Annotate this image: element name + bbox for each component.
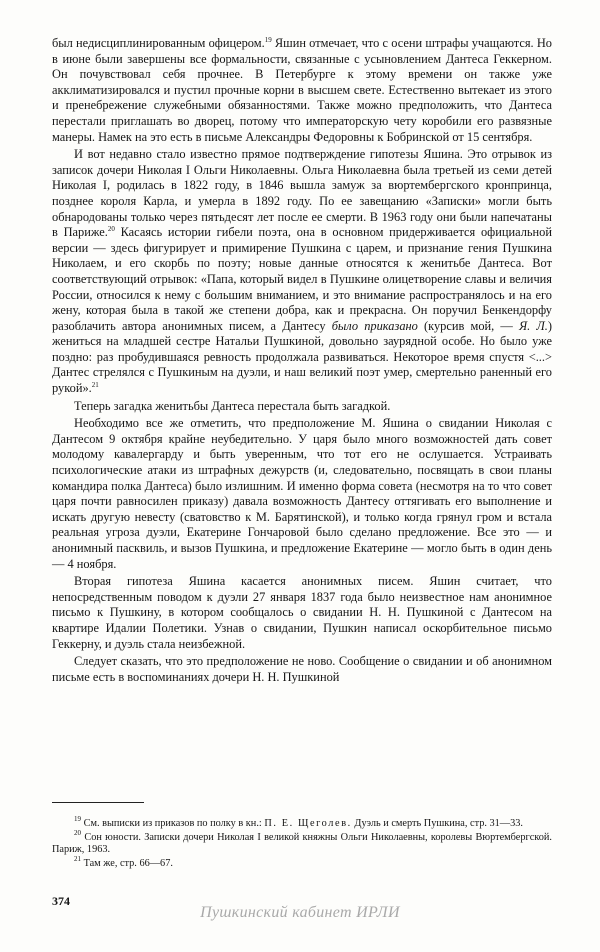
footnote-ref-21[interactable]: 21 — [91, 381, 99, 390]
footnote-text: Там же, стр. 66—67. — [81, 857, 173, 869]
paragraph-5: Вторая гипотеза Яшина касается анонимных писем. Яшин считает, что непосредственным поводом к дуэли 27 января 1837 года было неизвестное нам анонимное письмо к Пушкину, в котором сообщалось о свидании Н. Н. Пушкиной с Дантесом на квартире Идалии Полетики. Узнав о свидании, Пушкин написал оскорбительное письмо Геккерну, и дуэль стала неизбежной. — [52, 574, 552, 651]
footnote-number: 19 — [74, 815, 81, 823]
footnote-20 — [52, 828, 552, 857]
main-text — [52, 36, 552, 687]
paragraph-2-italic-phrase: было приказано — [331, 318, 418, 333]
paragraph-2-text-d: ) жениться на младшей сестре Натальи Пушкиной, довольно заурядной особе. Но было уже поздно: раз пробудившаяся ревность продолжала развиваться. Некоторое время спустя <...> Дантес стрелялся с Пушкиным на дуэли, и наш великий поэт умер, смертельно раненный его рукой». — [52, 318, 552, 396]
footnotes — [52, 815, 552, 871]
footnote-ref-19[interactable]: 19 — [264, 36, 272, 44]
watermark: Пушкинский кабинет ИРЛИ — [200, 904, 400, 921]
footnote-author: П. Е. Щеголев. — [264, 818, 352, 829]
paragraph-2-text-a: И вот недавно стало известно прямое подтверждение гипотезы Яшина. Это отрывок из записок дочери Николая I Ольги Николаевны. Ольга Николаевна была третьей из семи детей Николая I, родилась в 1822 году, в 1846 вышла замуж за вюртембергского кронпринца, позднее короля Карла, и умерла в 1892 году. По ее завещанию «Записки» могли быть обнародованы только через пятьдесят лет после ее смерти. В 1963 году они были напечатаны в Париже. — [52, 147, 552, 240]
author-initials: Я. Л. — [518, 318, 548, 333]
footnote-number: 21 — [74, 854, 81, 863]
footnote-divider — [52, 802, 144, 803]
paragraph-2 — [52, 147, 552, 397]
paragraph-2-text-b: Касаясь истории гибели поэта, она в основном придерживается официальной версии — здесь фигурирует и примирение Пушкина с царем, и признание гения Пушкина Николаем, и его скорбь по поэту; новые данные относятся к женитьбе Дантеса. Вот соответствующий отрывок: «Папа, который видел в Пушкине олицетворение славы и величия России, относился к нему с большим вниманием, и это внимание распространялось и на его жену, которая была в такой же степени добра, как и прекрасна. Он поручил Бенкендорфу разоблачить автора анонимных писем, а Дантесу — [52, 225, 552, 333]
paragraph-3: Теперь загадка женитьбы Дантеса перестала быть загадкой. — [74, 398, 391, 413]
paragraph-4: Необходимо все же отметить, что предположение М. Яшина о свидании Николая с Дантесом 9 октября крайне неубедительно. У царя было много возможностей дать совет молодому кавалергарду и быть уверенным, что тот его не ослушается. Устраивать психологические атаки из штрафных дежурств (и, следовательно, посвящать в свои планы командира полка Дантеса) было излишним. И именно форма совета (несмотря на то что совет царя почти равносилен приказу) давала возможность Дантесу оттягивать его выполнение и искать другую невесту (сватовство к М. Барятинской), и только когда грянул гром и встала реальная угроза дуэли, Екатерине Гончаровой было сделано предложение. Все это — и анонимный пасквиль, и вызов Пушкина, и предложение Екатерине — могло быть в один день — 4 ноября. — [52, 416, 552, 571]
footnote-text: См. выписки из приказов по полку в кн.: — [81, 818, 265, 829]
paragraph-1 — [52, 36, 552, 145]
footnote-21 — [52, 854, 552, 871]
footnote-text: Сон юности. Записки дочери Николая I великой княжны Ольги Николаевны, королевы Вюртембергской. Париж, 1963. — [52, 831, 552, 856]
footnote-text: Дуэль и смерть Пушкина, стр. 31—33. — [351, 818, 523, 829]
footnote-19 — [52, 815, 552, 831]
paragraph-1-text-a: был недисциплинированным офицером. — [52, 36, 265, 50]
paragraph-1-text-b: Яшин отмечает, что с осени штрафы учащаются. Но в июне были завершены все формальности, связанные с усыновлением Дантеса Геккерном. Он почувствовал себя прочнее. В Петербурге к этому времени он также уже акклиматизировался и пустил прочные корни в высшем свете. Естественно вытекает из этого и пренебрежение служебными обязанностями. Также можно предположить, что Дантеса перестали приглашать во дворец, потому что императорскую чету коробили его развязные манеры. Намек на это есть в письме Александры Федоровны к Бобринской от 15 сентября. — [52, 36, 552, 144]
footnote-number: 20 — [74, 828, 81, 837]
page-number: 374 — [52, 894, 70, 908]
footnote-ref-20[interactable]: 20 — [107, 225, 115, 234]
paragraph-2-text-c: (курсив мой, — — [417, 318, 519, 333]
paragraph-6: Следует сказать, что это предположение не ново. Сообщение о свидании и об анонимном письме есть в воспоминаниях дочери Н. Н. Пушкиной — [52, 654, 552, 684]
